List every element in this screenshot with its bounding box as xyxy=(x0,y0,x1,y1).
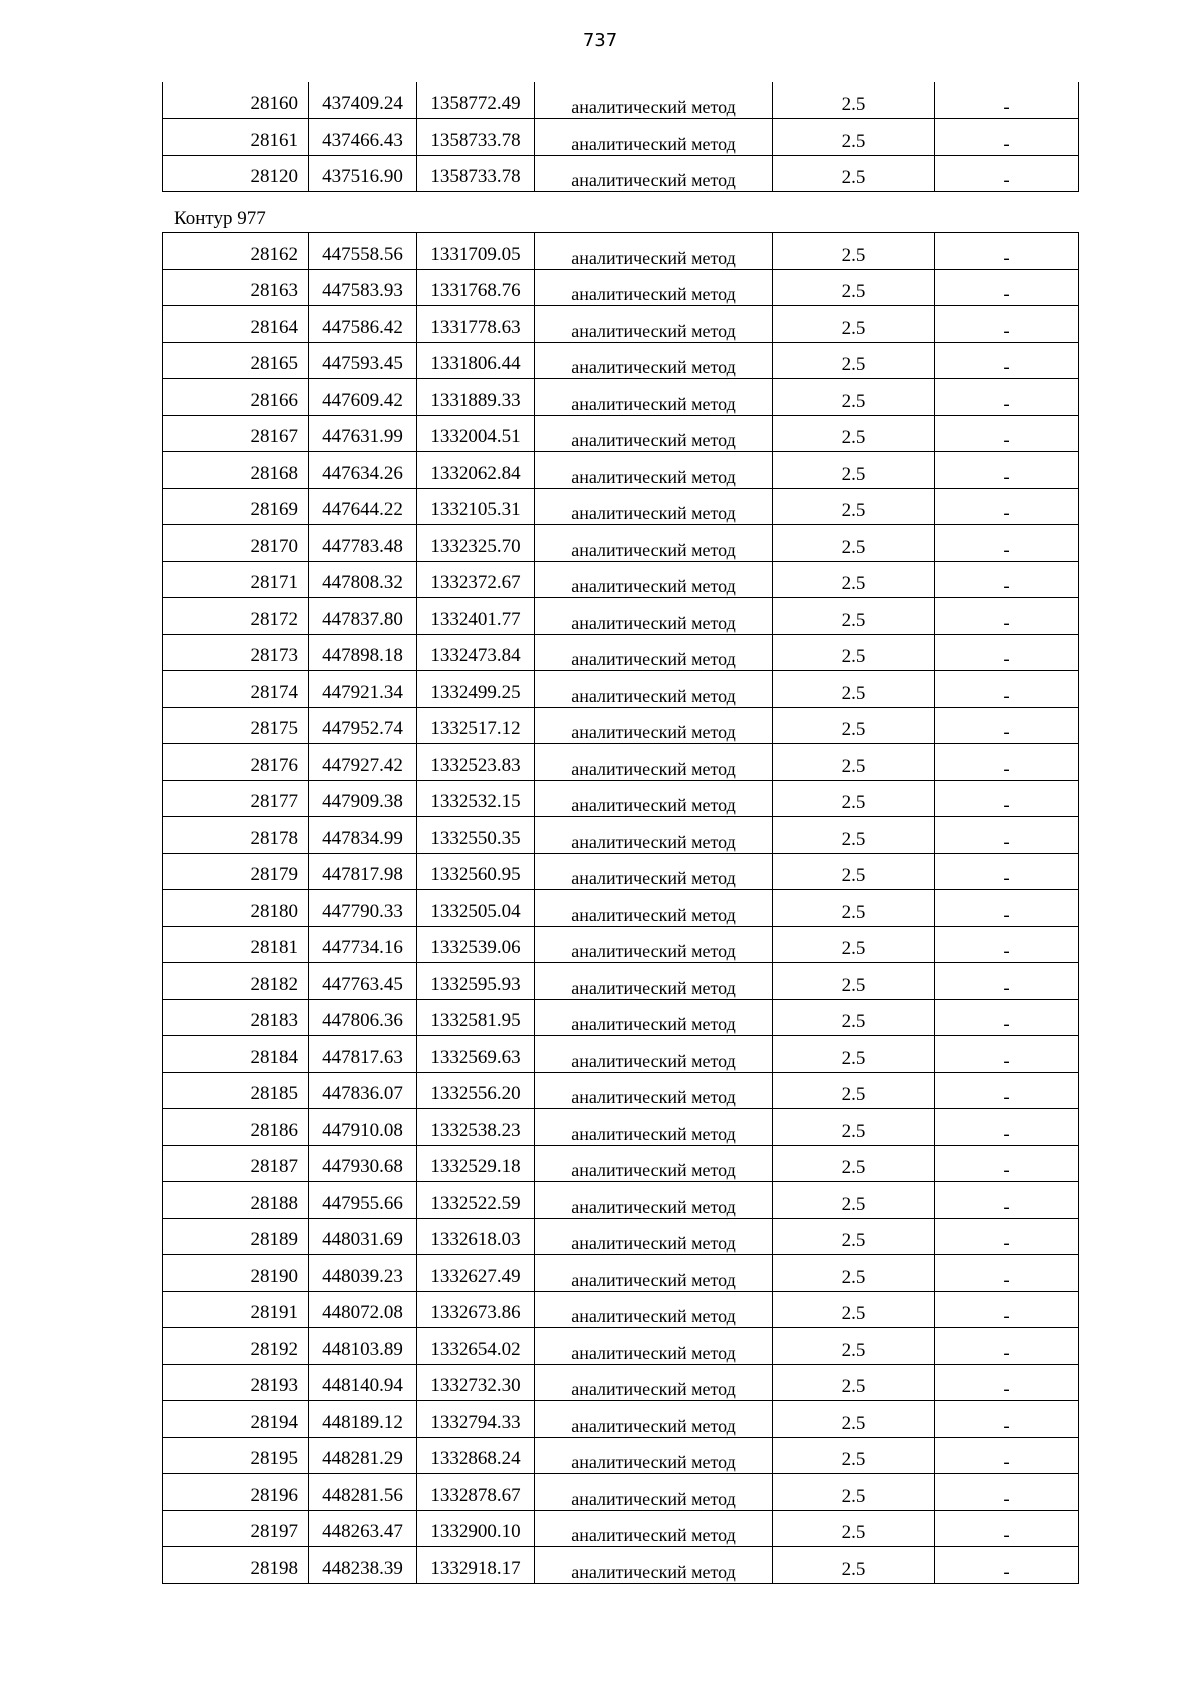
point-number-cell: 28182 xyxy=(163,963,309,1000)
point-number-cell: 28189 xyxy=(163,1218,309,1255)
accuracy-cell: 2.5 xyxy=(773,1474,935,1511)
y-coordinate-cell: 1331806.44 xyxy=(417,342,535,379)
y-coordinate-cell: 1332878.67 xyxy=(417,1474,535,1511)
table-row xyxy=(163,155,1079,192)
y-coordinate-cell: 1332627.49 xyxy=(417,1255,535,1292)
x-coordinate-cell: 447609.42 xyxy=(309,379,417,416)
method-cell: аналитический метод xyxy=(535,1437,773,1474)
x-coordinate-cell: 447834.99 xyxy=(309,817,417,854)
method-cell: аналитический метод xyxy=(535,1401,773,1438)
x-coordinate-cell: 447817.98 xyxy=(309,853,417,890)
table-row xyxy=(163,1072,1079,1109)
accuracy-cell: 2.5 xyxy=(773,999,935,1036)
method-cell: аналитический метод xyxy=(535,1547,773,1584)
table-row xyxy=(163,817,1079,854)
y-coordinate-cell: 1332556.20 xyxy=(417,1072,535,1109)
table-row xyxy=(163,379,1079,416)
accuracy-cell: 2.5 xyxy=(773,452,935,489)
accuracy-cell: 2.5 xyxy=(773,233,935,270)
y-coordinate-cell: 1332538.23 xyxy=(417,1109,535,1146)
accuracy-cell: 2.5 xyxy=(773,1182,935,1219)
point-number-cell: 28164 xyxy=(163,306,309,343)
point-number-cell: 28187 xyxy=(163,1145,309,1182)
y-coordinate-cell: 1332325.70 xyxy=(417,525,535,562)
note-cell: - xyxy=(935,233,1079,270)
y-coordinate-cell: 1332900.10 xyxy=(417,1510,535,1547)
x-coordinate-cell: 447808.32 xyxy=(309,561,417,598)
point-number-cell: 28161 xyxy=(163,119,309,156)
table-row xyxy=(163,963,1079,1000)
point-number-cell: 28190 xyxy=(163,1255,309,1292)
x-coordinate-cell: 447930.68 xyxy=(309,1145,417,1182)
point-number-cell: 28192 xyxy=(163,1328,309,1365)
y-coordinate-cell: 1332529.18 xyxy=(417,1145,535,1182)
accuracy-cell: 2.5 xyxy=(773,671,935,708)
y-coordinate-cell: 1358733.78 xyxy=(417,155,535,192)
table-row xyxy=(163,82,1079,119)
y-coordinate-cell: 1332560.95 xyxy=(417,853,535,890)
note-cell: - xyxy=(935,853,1079,890)
y-coordinate-cell: 1332532.15 xyxy=(417,780,535,817)
x-coordinate-cell: 448281.56 xyxy=(309,1474,417,1511)
accuracy-cell: 2.5 xyxy=(773,1510,935,1547)
note-cell: - xyxy=(935,119,1079,156)
y-coordinate-cell: 1331889.33 xyxy=(417,379,535,416)
table-row xyxy=(163,269,1079,306)
accuracy-cell: 2.5 xyxy=(773,561,935,598)
method-cell: аналитический метод xyxy=(535,488,773,525)
method-cell: аналитический метод xyxy=(535,233,773,270)
accuracy-cell: 2.5 xyxy=(773,744,935,781)
point-number-cell: 28177 xyxy=(163,780,309,817)
table-row xyxy=(163,1474,1079,1511)
table-row xyxy=(163,1145,1079,1182)
note-cell: - xyxy=(935,1547,1079,1584)
accuracy-cell: 2.5 xyxy=(773,1401,935,1438)
y-coordinate-cell: 1332523.83 xyxy=(417,744,535,781)
x-coordinate-cell: 447837.80 xyxy=(309,598,417,635)
method-cell: аналитический метод xyxy=(535,1364,773,1401)
note-cell: - xyxy=(935,1145,1079,1182)
y-coordinate-cell: 1332581.95 xyxy=(417,999,535,1036)
note-cell: - xyxy=(935,1364,1079,1401)
y-coordinate-cell: 1332473.84 xyxy=(417,634,535,671)
point-number-cell: 28174 xyxy=(163,671,309,708)
point-number-cell: 28179 xyxy=(163,853,309,890)
table-row xyxy=(163,999,1079,1036)
method-cell: аналитический метод xyxy=(535,707,773,744)
method-cell: аналитический метод xyxy=(535,1510,773,1547)
method-cell: аналитический метод xyxy=(535,1218,773,1255)
accuracy-cell: 2.5 xyxy=(773,1437,935,1474)
method-cell: аналитический метод xyxy=(535,890,773,927)
y-coordinate-cell: 1332499.25 xyxy=(417,671,535,708)
table-row xyxy=(163,1328,1079,1365)
note-cell: - xyxy=(935,671,1079,708)
point-number-cell: 28171 xyxy=(163,561,309,598)
note-cell: - xyxy=(935,1036,1079,1073)
accuracy-cell: 2.5 xyxy=(773,155,935,192)
table-row xyxy=(163,452,1079,489)
accuracy-cell: 2.5 xyxy=(773,598,935,635)
point-number-cell: 28195 xyxy=(163,1437,309,1474)
accuracy-cell: 2.5 xyxy=(773,488,935,525)
accuracy-cell: 2.5 xyxy=(773,890,935,927)
point-number-cell: 28168 xyxy=(163,452,309,489)
table-row xyxy=(163,598,1079,635)
y-coordinate-cell: 1332372.67 xyxy=(417,561,535,598)
table-row xyxy=(163,744,1079,781)
y-coordinate-cell: 1332539.06 xyxy=(417,926,535,963)
x-coordinate-cell: 447836.07 xyxy=(309,1072,417,1109)
method-cell: аналитический метод xyxy=(535,1291,773,1328)
y-coordinate-cell: 1332569.63 xyxy=(417,1036,535,1073)
method-cell: аналитический метод xyxy=(535,452,773,489)
point-number-cell: 28180 xyxy=(163,890,309,927)
y-coordinate-cell: 1332673.86 xyxy=(417,1291,535,1328)
table-row xyxy=(163,1036,1079,1073)
point-number-cell: 28194 xyxy=(163,1401,309,1438)
table-row xyxy=(163,707,1079,744)
note-cell: - xyxy=(935,525,1079,562)
point-number-cell: 28173 xyxy=(163,634,309,671)
accuracy-cell: 2.5 xyxy=(773,1109,935,1146)
note-cell: - xyxy=(935,415,1079,452)
note-cell: - xyxy=(935,634,1079,671)
y-coordinate-cell: 1332062.84 xyxy=(417,452,535,489)
accuracy-cell: 2.5 xyxy=(773,1364,935,1401)
table-row xyxy=(163,119,1079,156)
accuracy-cell: 2.5 xyxy=(773,415,935,452)
point-number-cell: 28170 xyxy=(163,525,309,562)
x-coordinate-cell: 447763.45 xyxy=(309,963,417,1000)
y-coordinate-cell: 1332550.35 xyxy=(417,817,535,854)
point-number-cell: 28196 xyxy=(163,1474,309,1511)
x-coordinate-cell: 447783.48 xyxy=(309,525,417,562)
note-cell: - xyxy=(935,1401,1079,1438)
note-cell: - xyxy=(935,999,1079,1036)
table-row xyxy=(163,1437,1079,1474)
accuracy-cell: 2.5 xyxy=(773,963,935,1000)
point-number-cell: 28176 xyxy=(163,744,309,781)
x-coordinate-cell: 448281.29 xyxy=(309,1437,417,1474)
y-coordinate-cell: 1332004.51 xyxy=(417,415,535,452)
accuracy-cell: 2.5 xyxy=(773,853,935,890)
note-cell: - xyxy=(935,1291,1079,1328)
note-cell: - xyxy=(935,817,1079,854)
x-coordinate-cell: 447927.42 xyxy=(309,744,417,781)
table-row xyxy=(163,488,1079,525)
method-cell: аналитический метод xyxy=(535,1072,773,1109)
method-cell: аналитический метод xyxy=(535,999,773,1036)
accuracy-cell: 2.5 xyxy=(773,634,935,671)
table-row xyxy=(163,1182,1079,1219)
x-coordinate-cell: 447644.22 xyxy=(309,488,417,525)
note-cell: - xyxy=(935,1218,1079,1255)
point-number-cell: 28120 xyxy=(163,155,309,192)
note-cell: - xyxy=(935,1072,1079,1109)
x-coordinate-cell: 447593.45 xyxy=(309,342,417,379)
x-coordinate-cell: 448263.47 xyxy=(309,1510,417,1547)
table-row xyxy=(163,1255,1079,1292)
x-coordinate-cell: 447583.93 xyxy=(309,269,417,306)
x-coordinate-cell: 447909.38 xyxy=(309,780,417,817)
x-coordinate-cell: 447910.08 xyxy=(309,1109,417,1146)
point-number-cell: 28188 xyxy=(163,1182,309,1219)
accuracy-cell: 2.5 xyxy=(773,82,935,119)
y-coordinate-cell: 1332401.77 xyxy=(417,598,535,635)
x-coordinate-cell: 448103.89 xyxy=(309,1328,417,1365)
note-cell: - xyxy=(935,1474,1079,1511)
accuracy-cell: 2.5 xyxy=(773,707,935,744)
note-cell: - xyxy=(935,269,1079,306)
x-coordinate-cell: 447734.16 xyxy=(309,926,417,963)
table-row xyxy=(163,233,1079,270)
note-cell: - xyxy=(935,155,1079,192)
method-cell: аналитический метод xyxy=(535,1255,773,1292)
x-coordinate-cell: 448031.69 xyxy=(309,1218,417,1255)
method-cell: аналитический метод xyxy=(535,744,773,781)
table-row xyxy=(163,890,1079,927)
method-cell: аналитический метод xyxy=(535,780,773,817)
x-coordinate-cell: 448238.39 xyxy=(309,1547,417,1584)
note-cell: - xyxy=(935,1255,1079,1292)
method-cell: аналитический метод xyxy=(535,1474,773,1511)
x-coordinate-cell: 447558.56 xyxy=(309,233,417,270)
table-row xyxy=(163,853,1079,890)
method-cell: аналитический метод xyxy=(535,379,773,416)
x-coordinate-cell: 437466.43 xyxy=(309,119,417,156)
y-coordinate-cell: 1332868.24 xyxy=(417,1437,535,1474)
point-number-cell: 28167 xyxy=(163,415,309,452)
y-coordinate-cell: 1332732.30 xyxy=(417,1364,535,1401)
note-cell: - xyxy=(935,598,1079,635)
x-coordinate-cell: 448039.23 xyxy=(309,1255,417,1292)
y-coordinate-cell: 1358733.78 xyxy=(417,119,535,156)
note-cell: - xyxy=(935,306,1079,343)
note-cell: - xyxy=(935,1182,1079,1219)
y-coordinate-cell: 1331709.05 xyxy=(417,233,535,270)
y-coordinate-cell: 1332505.04 xyxy=(417,890,535,927)
page-number: 737 xyxy=(582,30,618,51)
method-cell: аналитический метод xyxy=(535,853,773,890)
point-number-cell: 28178 xyxy=(163,817,309,854)
table-row xyxy=(163,342,1079,379)
accuracy-cell: 2.5 xyxy=(773,525,935,562)
point-number-cell: 28183 xyxy=(163,999,309,1036)
method-cell: аналитический метод xyxy=(535,155,773,192)
point-number-cell: 28160 xyxy=(163,82,309,119)
note-cell: - xyxy=(935,890,1079,927)
x-coordinate-cell: 448189.12 xyxy=(309,1401,417,1438)
method-cell: аналитический метод xyxy=(535,119,773,156)
accuracy-cell: 2.5 xyxy=(773,1328,935,1365)
table-row xyxy=(163,1401,1079,1438)
note-cell: - xyxy=(935,1437,1079,1474)
table-row xyxy=(163,1364,1079,1401)
point-number-cell: 28191 xyxy=(163,1291,309,1328)
point-number-cell: 28198 xyxy=(163,1547,309,1584)
y-coordinate-cell: 1332654.02 xyxy=(417,1328,535,1365)
accuracy-cell: 2.5 xyxy=(773,926,935,963)
contour-label: Контур 977 xyxy=(174,208,266,229)
note-cell: - xyxy=(935,452,1079,489)
note-cell: - xyxy=(935,488,1079,525)
note-cell: - xyxy=(935,342,1079,379)
y-coordinate-cell: 1332794.33 xyxy=(417,1401,535,1438)
accuracy-cell: 2.5 xyxy=(773,1547,935,1584)
accuracy-cell: 2.5 xyxy=(773,119,935,156)
method-cell: аналитический метод xyxy=(535,634,773,671)
point-number-cell: 28169 xyxy=(163,488,309,525)
note-cell: - xyxy=(935,1328,1079,1365)
x-coordinate-cell: 437409.24 xyxy=(309,82,417,119)
accuracy-cell: 2.5 xyxy=(773,342,935,379)
method-cell: аналитический метод xyxy=(535,561,773,598)
point-number-cell: 28185 xyxy=(163,1072,309,1109)
method-cell: аналитический метод xyxy=(535,525,773,562)
note-cell: - xyxy=(935,1109,1079,1146)
accuracy-cell: 2.5 xyxy=(773,269,935,306)
accuracy-cell: 2.5 xyxy=(773,817,935,854)
coordinates-table-top xyxy=(162,82,1079,192)
point-number-cell: 28184 xyxy=(163,1036,309,1073)
method-cell: аналитический метод xyxy=(535,415,773,452)
x-coordinate-cell: 447817.63 xyxy=(309,1036,417,1073)
note-cell: - xyxy=(935,82,1079,119)
method-cell: аналитический метод xyxy=(535,963,773,1000)
method-cell: аналитический метод xyxy=(535,1036,773,1073)
table-row xyxy=(163,1547,1079,1584)
table-row xyxy=(163,306,1079,343)
accuracy-cell: 2.5 xyxy=(773,1255,935,1292)
table-row xyxy=(163,525,1079,562)
method-cell: аналитический метод xyxy=(535,306,773,343)
y-coordinate-cell: 1332105.31 xyxy=(417,488,535,525)
x-coordinate-cell: 447952.74 xyxy=(309,707,417,744)
y-coordinate-cell: 1332618.03 xyxy=(417,1218,535,1255)
point-number-cell: 28172 xyxy=(163,598,309,635)
x-coordinate-cell: 447806.36 xyxy=(309,999,417,1036)
point-number-cell: 28166 xyxy=(163,379,309,416)
x-coordinate-cell: 447921.34 xyxy=(309,671,417,708)
method-cell: аналитический метод xyxy=(535,82,773,119)
table-row xyxy=(163,415,1079,452)
note-cell: - xyxy=(935,963,1079,1000)
accuracy-cell: 2.5 xyxy=(773,1072,935,1109)
point-number-cell: 28186 xyxy=(163,1109,309,1146)
table-row xyxy=(163,561,1079,598)
x-coordinate-cell: 447631.99 xyxy=(309,415,417,452)
y-coordinate-cell: 1332517.12 xyxy=(417,707,535,744)
point-number-cell: 28193 xyxy=(163,1364,309,1401)
point-number-cell: 28165 xyxy=(163,342,309,379)
y-coordinate-cell: 1332522.59 xyxy=(417,1182,535,1219)
point-number-cell: 28163 xyxy=(163,269,309,306)
method-cell: аналитический метод xyxy=(535,1145,773,1182)
table-row xyxy=(163,780,1079,817)
method-cell: аналитический метод xyxy=(535,269,773,306)
method-cell: аналитический метод xyxy=(535,926,773,963)
x-coordinate-cell: 447955.66 xyxy=(309,1182,417,1219)
point-number-cell: 28197 xyxy=(163,1510,309,1547)
method-cell: аналитический метод xyxy=(535,817,773,854)
table-row xyxy=(163,671,1079,708)
point-number-cell: 28162 xyxy=(163,233,309,270)
x-coordinate-cell: 447790.33 xyxy=(309,890,417,927)
table-row xyxy=(163,1510,1079,1547)
note-cell: - xyxy=(935,707,1079,744)
coordinates-table-main xyxy=(162,232,1079,1584)
method-cell: аналитический метод xyxy=(535,1328,773,1365)
point-number-cell: 28181 xyxy=(163,926,309,963)
accuracy-cell: 2.5 xyxy=(773,1218,935,1255)
method-cell: аналитический метод xyxy=(535,342,773,379)
x-coordinate-cell: 447898.18 xyxy=(309,634,417,671)
table-row xyxy=(163,634,1079,671)
method-cell: аналитический метод xyxy=(535,1182,773,1219)
y-coordinate-cell: 1332595.93 xyxy=(417,963,535,1000)
method-cell: аналитический метод xyxy=(535,671,773,708)
method-cell: аналитический метод xyxy=(535,1109,773,1146)
method-cell: аналитический метод xyxy=(535,598,773,635)
x-coordinate-cell: 447634.26 xyxy=(309,452,417,489)
note-cell: - xyxy=(935,744,1079,781)
accuracy-cell: 2.5 xyxy=(773,379,935,416)
accuracy-cell: 2.5 xyxy=(773,1291,935,1328)
x-coordinate-cell: 447586.42 xyxy=(309,306,417,343)
point-number-cell: 28175 xyxy=(163,707,309,744)
y-coordinate-cell: 1332918.17 xyxy=(417,1547,535,1584)
x-coordinate-cell: 437516.90 xyxy=(309,155,417,192)
accuracy-cell: 2.5 xyxy=(773,780,935,817)
x-coordinate-cell: 448072.08 xyxy=(309,1291,417,1328)
y-coordinate-cell: 1331778.63 xyxy=(417,306,535,343)
accuracy-cell: 2.5 xyxy=(773,1036,935,1073)
note-cell: - xyxy=(935,780,1079,817)
table-row xyxy=(163,1291,1079,1328)
note-cell: - xyxy=(935,1510,1079,1547)
table-row xyxy=(163,1218,1079,1255)
table-row xyxy=(163,1109,1079,1146)
accuracy-cell: 2.5 xyxy=(773,306,935,343)
note-cell: - xyxy=(935,379,1079,416)
table-row xyxy=(163,926,1079,963)
y-coordinate-cell: 1358772.49 xyxy=(417,82,535,119)
y-coordinate-cell: 1331768.76 xyxy=(417,269,535,306)
note-cell: - xyxy=(935,561,1079,598)
x-coordinate-cell: 448140.94 xyxy=(309,1364,417,1401)
note-cell: - xyxy=(935,926,1079,963)
accuracy-cell: 2.5 xyxy=(773,1145,935,1182)
